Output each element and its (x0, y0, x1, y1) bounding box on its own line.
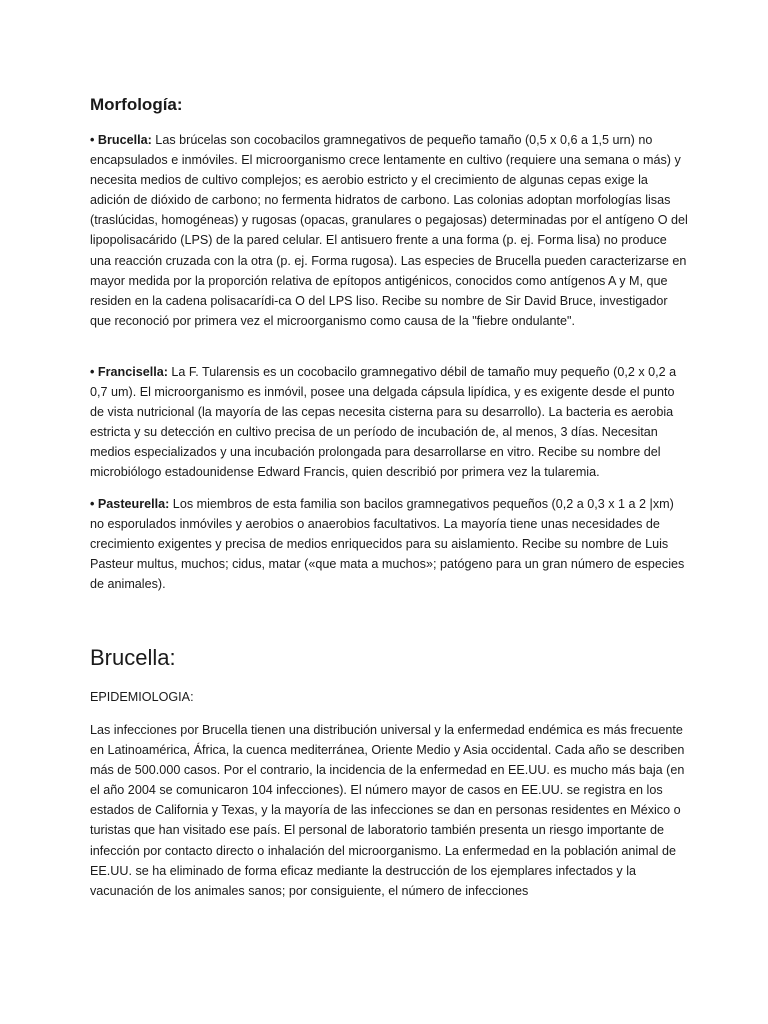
brucella-description: Las brúcelas son cocobacilos gramnegativos de pequeño tamaño (0,5 x 0,6 a 1,5 urn) no encapsulados e inmóviles. El microorganismo crece lentamente en cultivo (requiere una semana o más) y necesita medios de cultivo complejos; es aerobio estricto y el crecimiento de algunas cepas exige la adición de dióxido de carbono; no fermenta hidratos de carbono. Las colonias adoptan morfologías lisas (traslúcidas, homogéneas) y rugosas (opacas, granulares o pegajosas) determinadas por el antígeno O del lipopolisacárido (LPS) de la pared celular. El antisuero frente a una forma (p. ej. Forma lisa) no produce una reacción cruzada con la otra (p. ej. Forma rugosa). Las especies de Brucella pueden caracterizarse en mayor medida por la proporción relativa de epítopos antigénicos, conocidos como antígenos A y M, que residen en la cadena polisacarídi-ca O del LPS liso. Recibe su nombre de Sir David Bruce, investigador que reconoció por primera vez el microorganismo como causa de la "fiebre ondulante". (90, 133, 688, 328)
pasteurella-morphology-paragraph (90, 494, 688, 594)
pasteurella-term: • Pasteurella: (90, 497, 170, 511)
brucella-term: • Brucella: (90, 133, 152, 147)
francisella-term: • Francisella: (90, 365, 168, 379)
francisella-description: La F. Tularensis es un cocobacilo gramnegativo débil de tamaño muy pequeño (0,2 x 0,2 a 0,7 um). El microorganismo es inmóvil, posee una delgada cápsula lipídica, y es exigente desde el punto de vista nutricional (la mayoría de las cepas necesita cisterna para su desarrollo). La bacteria es aerobia estricta y su detección en cultivo precisa de un período de incubación de, al menos, 3 días. Necesitan medios especializados y una incubación prolongada para desarrollarse en vitro. Recibe su nombre del microbiólogo estadounidense Edward Francis, quien describió por primera vez la tularemia. (90, 365, 677, 480)
epidemiologia-subheading: EPIDEMIOLOGIA: (90, 690, 194, 704)
francisella-morphology-paragraph (90, 362, 688, 483)
brucella-heading: Brucella: (90, 645, 176, 670)
epidemiologia-paragraph: Las infecciones por Brucella tienen una distribución universal y la enfermedad endémica es más frecuente en Latinoamérica, África, la cuenca mediterránea, Oriente Medio y Asia occidental. Cada año se describen más de 500.000 casos. Por el contrario, la incidencia de la enfermedad en EE.UU. es mucho más baja (en el año 2004 se comunicaron 104 infecciones). El número mayor de casos en EE.UU. se registra en los estados de California y Texas, y la mayoría de las infecciones se dan en personas residentes en México o turistas que han visitado ese país. El personal de laboratorio también presenta un riesgo importante de infección por contacto directo o inhalación del microorganismo. La enfermedad en la población animal de EE.UU. se ha eliminado de forma eficaz mediante la destrucción de los ejemplares infectados y la vacunación de los animales sanos; por consiguiente, el número de infecciones (90, 723, 685, 898)
pasteurella-description: Los miembros de esta familia son bacilos gramnegativos pequeños (0,2 a 0,3 x 1 a 2 |xm) no esporulados inmóviles y aerobios o anaerobios facultativos. La mayoría tiene unas necesidades de crecimiento exigentes y precisa de medios enriquecidos para su aislamiento. Recibe su nombre de Luis Pasteur multus, muchos; cidus, matar («que mata a muchos»; patógeno para un gran número de especies de animales). (90, 497, 685, 592)
brucella-morphology-paragraph (90, 130, 688, 331)
morfologia-heading: Morfología: (90, 95, 183, 114)
